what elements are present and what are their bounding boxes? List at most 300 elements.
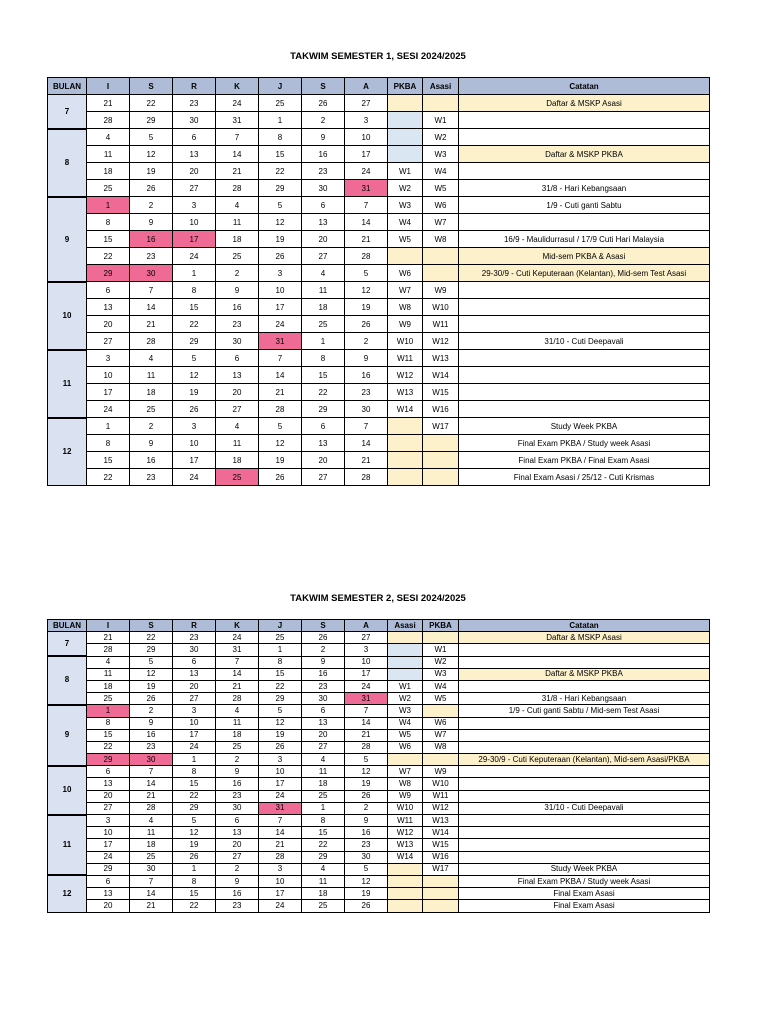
day-cell: 28 xyxy=(216,180,259,197)
week-code-cell: W6 xyxy=(423,717,459,729)
day-cell: 26 xyxy=(173,851,216,863)
day-cell: 27 xyxy=(302,469,345,486)
week-row xyxy=(48,418,710,435)
week-row xyxy=(48,729,710,741)
week-code-cell xyxy=(388,888,423,900)
day-cell: 15 xyxy=(302,827,345,839)
week-code-cell: W2 xyxy=(388,180,423,197)
day-cell: 12 xyxy=(173,367,216,384)
week-code-cell: W12 xyxy=(423,333,459,350)
week-row xyxy=(48,95,710,112)
week-code-cell xyxy=(388,435,423,452)
week-code-cell: W5 xyxy=(388,729,423,741)
day-cell: 22 xyxy=(259,680,302,692)
day-cell: 29 xyxy=(173,802,216,814)
day-cell: 13 xyxy=(173,668,216,680)
day-cell: 10 xyxy=(345,656,388,668)
day-cell: 5 xyxy=(345,265,388,282)
day-cell: 12 xyxy=(345,282,388,299)
holiday-day-cell: 31 xyxy=(345,693,388,705)
header-cell: K xyxy=(216,620,259,632)
day-cell: 6 xyxy=(302,197,345,214)
week-row xyxy=(48,112,710,129)
notes-cell: Study Week PKBA xyxy=(459,418,710,435)
week-row xyxy=(48,693,710,705)
header-cell: S xyxy=(130,78,173,95)
day-cell: 19 xyxy=(345,778,388,790)
day-cell: 19 xyxy=(345,888,388,900)
day-cell: 6 xyxy=(302,418,345,435)
notes-cell xyxy=(459,741,710,753)
day-cell: 9 xyxy=(302,129,345,146)
day-cell: 27 xyxy=(302,248,345,265)
day-cell: 23 xyxy=(216,900,259,912)
week-code-cell: W1 xyxy=(388,163,423,180)
day-cell: 7 xyxy=(345,705,388,717)
week-row xyxy=(48,790,710,802)
day-cell: 27 xyxy=(87,802,130,814)
day-cell: 5 xyxy=(259,418,302,435)
day-cell: 18 xyxy=(87,163,130,180)
day-cell: 21 xyxy=(130,790,173,802)
day-cell: 3 xyxy=(87,350,130,367)
day-cell: 15 xyxy=(173,888,216,900)
day-cell: 7 xyxy=(345,418,388,435)
notes-cell xyxy=(459,815,710,827)
day-cell: 15 xyxy=(259,668,302,680)
day-cell: 8 xyxy=(302,815,345,827)
holiday-day-cell: 16 xyxy=(130,231,173,248)
day-cell: 18 xyxy=(130,384,173,401)
day-cell: 21 xyxy=(87,95,130,112)
day-cell: 30 xyxy=(345,401,388,418)
notes-cell: Final Exam Asasi / 25/12 - Cuti Krismas xyxy=(459,469,710,486)
holiday-day-cell: 30 xyxy=(130,265,173,282)
day-cell: 18 xyxy=(302,888,345,900)
day-cell: 11 xyxy=(302,282,345,299)
day-cell: 11 xyxy=(87,668,130,680)
notes-cell: 16/9 - Maulidurrasul / 17/9 Cuti Hari Malaysia xyxy=(459,231,710,248)
day-cell: 23 xyxy=(302,680,345,692)
day-cell: 11 xyxy=(130,827,173,839)
day-cell: 24 xyxy=(87,851,130,863)
semester-1-title: TAKWIM SEMESTER 1, SESI 2024/2025 xyxy=(290,51,466,62)
day-cell: 9 xyxy=(130,435,173,452)
notes-cell: Study Week PKBA xyxy=(459,863,710,875)
week-code-cell: W6 xyxy=(388,741,423,753)
week-row xyxy=(48,146,710,163)
day-cell: 22 xyxy=(259,163,302,180)
day-cell: 2 xyxy=(302,644,345,656)
header-cell: Catatan xyxy=(459,620,710,632)
week-code-cell: W13 xyxy=(388,839,423,851)
day-cell: 19 xyxy=(345,299,388,316)
week-row xyxy=(48,299,710,316)
notes-cell: Final Exam PKBA / Final Exam Asasi xyxy=(459,452,710,469)
day-cell: 20 xyxy=(87,790,130,802)
day-cell: 27 xyxy=(173,180,216,197)
week-row xyxy=(48,632,710,644)
day-cell: 31 xyxy=(216,112,259,129)
day-cell: 2 xyxy=(130,197,173,214)
week-code-cell: W4 xyxy=(388,717,423,729)
day-cell: 29 xyxy=(259,180,302,197)
week-code-cell: W17 xyxy=(423,418,459,435)
day-cell: 19 xyxy=(259,729,302,741)
month-cell: 8 xyxy=(48,129,87,197)
day-cell: 26 xyxy=(259,741,302,753)
day-cell: 24 xyxy=(173,248,216,265)
week-code-cell: W10 xyxy=(423,778,459,790)
day-cell: 22 xyxy=(87,741,130,753)
day-cell: 2 xyxy=(130,705,173,717)
day-cell: 22 xyxy=(173,900,216,912)
notes-cell: 1/9 - Cuti ganti Sabtu / Mid-sem Test Asasi xyxy=(459,705,710,717)
notes-cell xyxy=(459,656,710,668)
day-cell: 15 xyxy=(87,452,130,469)
day-cell: 19 xyxy=(130,163,173,180)
day-cell: 28 xyxy=(259,401,302,418)
day-cell: 25 xyxy=(259,95,302,112)
day-cell: 23 xyxy=(173,95,216,112)
day-cell: 30 xyxy=(216,333,259,350)
day-cell: 29 xyxy=(259,693,302,705)
week-code-cell: W5 xyxy=(388,231,423,248)
day-cell: 1 xyxy=(259,112,302,129)
day-cell: 12 xyxy=(345,766,388,778)
day-cell: 5 xyxy=(345,863,388,875)
week-code-cell: W15 xyxy=(423,384,459,401)
holiday-day-cell: 29 xyxy=(87,754,130,766)
day-cell: 3 xyxy=(259,863,302,875)
week-row xyxy=(48,766,710,778)
day-cell: 24 xyxy=(345,163,388,180)
day-cell: 1 xyxy=(302,333,345,350)
week-row xyxy=(48,875,710,887)
day-cell: 20 xyxy=(87,316,130,333)
day-cell: 4 xyxy=(302,863,345,875)
day-cell: 10 xyxy=(259,282,302,299)
day-cell: 14 xyxy=(345,717,388,729)
day-cell: 20 xyxy=(87,900,130,912)
day-cell: 2 xyxy=(345,333,388,350)
day-cell: 9 xyxy=(345,350,388,367)
day-cell: 8 xyxy=(173,875,216,887)
day-cell: 23 xyxy=(130,741,173,753)
day-cell: 27 xyxy=(345,632,388,644)
notes-cell: 29-30/9 - Cuti Keputeraan (Kelantan), Mid-sem Test Asasi xyxy=(459,265,710,282)
month-cell: 9 xyxy=(48,197,87,282)
day-cell: 23 xyxy=(130,248,173,265)
day-cell: 12 xyxy=(130,668,173,680)
week-code-cell: W1 xyxy=(388,680,423,692)
day-cell: 12 xyxy=(173,827,216,839)
day-cell: 15 xyxy=(87,729,130,741)
day-cell: 30 xyxy=(216,802,259,814)
day-cell: 18 xyxy=(302,778,345,790)
header-cell: PKBA xyxy=(423,620,459,632)
header-cell: S xyxy=(130,620,173,632)
day-cell: 14 xyxy=(259,367,302,384)
week-row xyxy=(48,367,710,384)
day-cell: 14 xyxy=(345,214,388,231)
day-cell: 25 xyxy=(302,316,345,333)
day-cell: 28 xyxy=(216,693,259,705)
week-code-cell xyxy=(388,875,423,887)
week-code-cell xyxy=(388,644,423,656)
week-code-cell xyxy=(388,112,423,129)
day-cell: 14 xyxy=(216,668,259,680)
day-cell: 28 xyxy=(87,112,130,129)
day-cell: 6 xyxy=(216,350,259,367)
day-cell: 7 xyxy=(259,815,302,827)
notes-cell xyxy=(459,851,710,863)
week-row xyxy=(48,778,710,790)
week-row xyxy=(48,333,710,350)
day-cell: 17 xyxy=(173,452,216,469)
day-cell: 25 xyxy=(87,693,130,705)
day-cell: 16 xyxy=(216,778,259,790)
week-code-cell xyxy=(423,754,459,766)
day-cell: 12 xyxy=(345,875,388,887)
header-cell: J xyxy=(259,78,302,95)
notes-cell xyxy=(459,827,710,839)
day-cell: 25 xyxy=(130,851,173,863)
day-cell: 28 xyxy=(87,644,130,656)
day-cell: 7 xyxy=(216,129,259,146)
day-cell: 21 xyxy=(345,231,388,248)
day-cell: 2 xyxy=(216,754,259,766)
day-cell: 28 xyxy=(345,469,388,486)
day-cell: 30 xyxy=(345,851,388,863)
day-cell: 14 xyxy=(345,435,388,452)
notes-cell xyxy=(459,644,710,656)
day-cell: 10 xyxy=(259,875,302,887)
notes-cell xyxy=(459,163,710,180)
day-cell: 3 xyxy=(173,197,216,214)
day-cell: 6 xyxy=(302,705,345,717)
day-cell: 27 xyxy=(87,333,130,350)
day-cell: 21 xyxy=(345,452,388,469)
week-code-cell: W3 xyxy=(423,668,459,680)
holiday-day-cell: 17 xyxy=(173,231,216,248)
week-code-cell: W12 xyxy=(388,827,423,839)
notes-cell: 31/8 - Hari Kebangsaan xyxy=(459,180,710,197)
day-cell: 3 xyxy=(173,418,216,435)
week-code-cell: W2 xyxy=(423,656,459,668)
day-cell: 18 xyxy=(302,299,345,316)
notes-cell: Final Exam PKBA / Study week Asasi xyxy=(459,435,710,452)
day-cell: 22 xyxy=(87,469,130,486)
day-cell: 20 xyxy=(302,452,345,469)
header-cell: I xyxy=(87,78,130,95)
day-cell: 4 xyxy=(130,350,173,367)
week-code-cell: W3 xyxy=(388,197,423,214)
week-code-cell: W4 xyxy=(423,680,459,692)
week-row xyxy=(48,197,710,214)
day-cell: 30 xyxy=(173,112,216,129)
holiday-day-cell: 31 xyxy=(345,180,388,197)
week-row xyxy=(48,741,710,753)
month-cell: 12 xyxy=(48,875,87,912)
day-cell: 18 xyxy=(130,839,173,851)
week-code-cell xyxy=(388,469,423,486)
header-cell: K xyxy=(216,78,259,95)
day-cell: 16 xyxy=(130,452,173,469)
week-code-cell: W6 xyxy=(423,197,459,214)
day-cell: 13 xyxy=(216,827,259,839)
week-row xyxy=(48,231,710,248)
day-cell: 4 xyxy=(216,418,259,435)
notes-cell xyxy=(459,384,710,401)
week-row xyxy=(48,827,710,839)
day-cell: 19 xyxy=(259,452,302,469)
day-cell: 21 xyxy=(345,729,388,741)
day-cell: 2 xyxy=(130,418,173,435)
day-cell: 6 xyxy=(87,282,130,299)
day-cell: 19 xyxy=(173,384,216,401)
day-cell: 1 xyxy=(173,265,216,282)
day-cell: 26 xyxy=(259,248,302,265)
week-row xyxy=(48,900,710,912)
day-cell: 2 xyxy=(216,265,259,282)
week-row xyxy=(48,754,710,766)
week-row xyxy=(48,888,710,900)
holiday-day-cell: 1 xyxy=(87,197,130,214)
day-cell: 26 xyxy=(345,316,388,333)
day-cell: 17 xyxy=(87,384,130,401)
day-cell: 8 xyxy=(173,766,216,778)
week-row xyxy=(48,851,710,863)
notes-cell: Final Exam Asasi xyxy=(459,900,710,912)
notes-cell xyxy=(459,839,710,851)
day-cell: 22 xyxy=(130,632,173,644)
week-code-cell: W14 xyxy=(423,367,459,384)
week-code-cell: W4 xyxy=(388,214,423,231)
day-cell: 29 xyxy=(130,112,173,129)
week-code-cell xyxy=(388,95,423,112)
month-cell: 7 xyxy=(48,632,87,656)
day-cell: 10 xyxy=(173,214,216,231)
week-code-cell xyxy=(423,435,459,452)
week-code-cell: W1 xyxy=(423,112,459,129)
semester-1-header-row xyxy=(48,78,710,95)
header-cell: R xyxy=(173,78,216,95)
day-cell: 11 xyxy=(302,766,345,778)
week-row xyxy=(48,802,710,814)
month-cell: 12 xyxy=(48,418,87,486)
day-cell: 26 xyxy=(173,401,216,418)
notes-cell: 31/10 - Cuti Deepavali xyxy=(459,802,710,814)
notes-cell xyxy=(459,112,710,129)
day-cell: 21 xyxy=(87,632,130,644)
week-code-cell xyxy=(423,900,459,912)
day-cell: 16 xyxy=(345,367,388,384)
week-code-cell: W7 xyxy=(388,282,423,299)
week-code-cell: W6 xyxy=(388,265,423,282)
week-code-cell: W11 xyxy=(423,316,459,333)
day-cell: 24 xyxy=(216,95,259,112)
month-cell: 10 xyxy=(48,766,87,815)
day-cell: 26 xyxy=(345,790,388,802)
day-cell: 24 xyxy=(173,741,216,753)
day-cell: 3 xyxy=(259,265,302,282)
day-cell: 24 xyxy=(216,632,259,644)
day-cell: 28 xyxy=(259,851,302,863)
week-row xyxy=(48,469,710,486)
week-code-cell: W8 xyxy=(388,778,423,790)
day-cell: 15 xyxy=(87,231,130,248)
notes-cell xyxy=(459,129,710,146)
notes-cell xyxy=(459,717,710,729)
week-code-cell: W3 xyxy=(423,146,459,163)
day-cell: 11 xyxy=(302,875,345,887)
day-cell: 25 xyxy=(259,632,302,644)
week-code-cell: W10 xyxy=(388,333,423,350)
week-code-cell: W16 xyxy=(423,401,459,418)
header-cell: R xyxy=(173,620,216,632)
notes-cell: Final Exam PKBA / Study week Asasi xyxy=(459,875,710,887)
day-cell: 26 xyxy=(345,900,388,912)
day-cell: 18 xyxy=(216,231,259,248)
day-cell: 9 xyxy=(302,656,345,668)
day-cell: 20 xyxy=(302,231,345,248)
day-cell: 3 xyxy=(87,815,130,827)
week-code-cell xyxy=(388,452,423,469)
notes-cell: Mid-sem PKBA & Asasi xyxy=(459,248,710,265)
day-cell: 13 xyxy=(87,778,130,790)
day-cell: 11 xyxy=(216,717,259,729)
day-cell: 23 xyxy=(302,163,345,180)
day-cell: 1 xyxy=(173,754,216,766)
day-cell: 20 xyxy=(216,384,259,401)
week-row xyxy=(48,401,710,418)
day-cell: 22 xyxy=(130,95,173,112)
day-cell: 30 xyxy=(130,863,173,875)
week-code-cell xyxy=(423,265,459,282)
day-cell: 4 xyxy=(216,705,259,717)
day-cell: 28 xyxy=(130,802,173,814)
week-code-cell xyxy=(388,129,423,146)
day-cell: 28 xyxy=(130,333,173,350)
header-cell: I xyxy=(87,620,130,632)
day-cell: 17 xyxy=(173,729,216,741)
day-cell: 7 xyxy=(130,766,173,778)
day-cell: 2 xyxy=(216,863,259,875)
month-cell: 8 xyxy=(48,656,87,705)
day-cell: 29 xyxy=(173,333,216,350)
day-cell: 7 xyxy=(130,875,173,887)
day-cell: 27 xyxy=(345,95,388,112)
day-cell: 9 xyxy=(216,766,259,778)
day-cell: 10 xyxy=(345,129,388,146)
week-code-cell xyxy=(423,705,459,717)
week-row xyxy=(48,839,710,851)
week-code-cell: W9 xyxy=(388,790,423,802)
notes-cell xyxy=(459,778,710,790)
week-code-cell: W12 xyxy=(423,802,459,814)
day-cell: 22 xyxy=(302,839,345,851)
week-code-cell: W13 xyxy=(423,350,459,367)
week-code-cell xyxy=(388,146,423,163)
notes-cell xyxy=(459,729,710,741)
week-code-cell: W9 xyxy=(388,316,423,333)
week-code-cell xyxy=(388,632,423,644)
week-row xyxy=(48,350,710,367)
day-cell: 27 xyxy=(216,401,259,418)
day-cell: 17 xyxy=(87,839,130,851)
day-cell: 26 xyxy=(130,693,173,705)
